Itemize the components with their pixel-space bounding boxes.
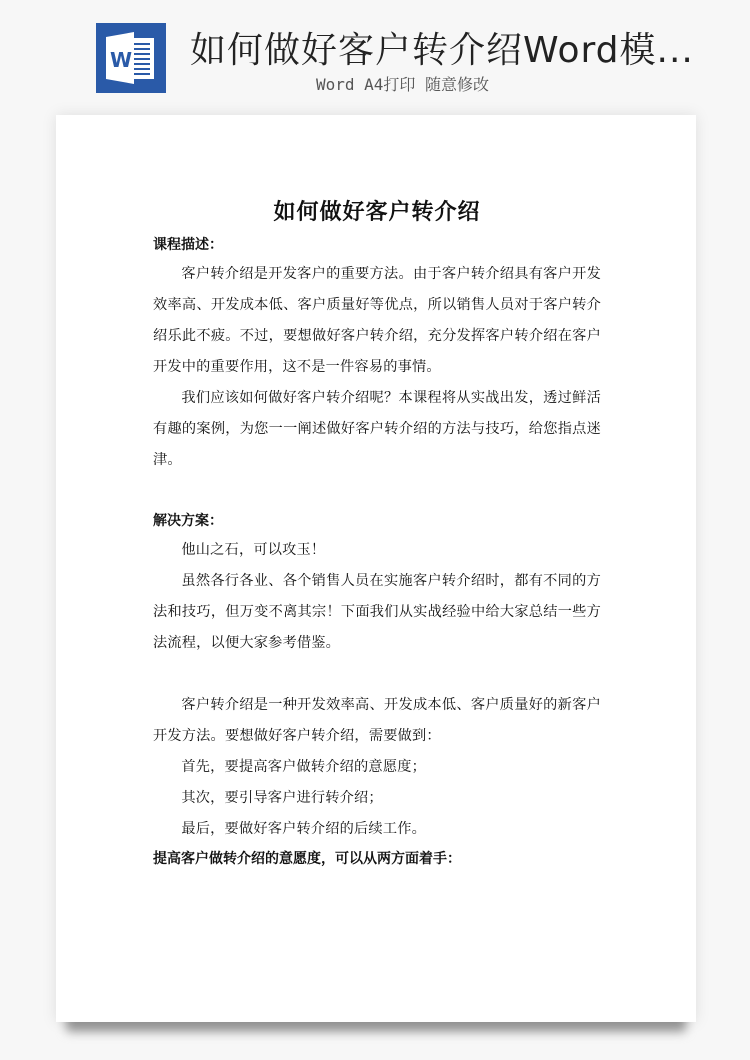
list-item-second: 其次，要引导客户进行转介绍； [181, 790, 383, 806]
template-subtitle: Word A4打印 随意修改 [315, 75, 490, 94]
paragraph: 虽然各行各业、各个销售人员在实施客户转介绍时，都有不同的方法和技巧，但万变不离其宗！下面我们从实战经验中给大家总结一些方法流程，以便大家参考借鉴。 [153, 573, 601, 651]
template-header [0, 0, 750, 110]
blank-line [153, 476, 601, 507]
template-title: 如何做好客户转介绍Word模... [190, 30, 694, 71]
section-heading-willingness: 提高客户做转介绍的意愿度，可以从两方面着手： [153, 851, 461, 867]
svg-text:W: W [110, 48, 133, 72]
section-heading-course-description: 课程描述： [153, 237, 223, 253]
section-heading-solution: 解决方案： [153, 513, 223, 529]
document-content [153, 193, 601, 873]
blank-line [153, 659, 601, 690]
paragraph: 客户转介绍是开发客户的重要方法。由于客户转介绍具有客户开发效率高、开发成本低、客户质量好等优点，所以销售人员对于客户转介绍乐此不疲。不过，要想做好客户转介绍，充分发挥客户转介绍在客户开发中的重要作用，这不是一件容易的事情。 [153, 266, 601, 375]
paragraph: 我们应该如何做好客户转介绍呢？本课程将从实战出发，透过鲜活有趣的案例，为您一一阐述做好客户转介绍的方法与技巧，给您指点迷津。 [153, 390, 601, 468]
document-title: 如何做好客户转介绍 [273, 199, 481, 225]
list-item-last: 最后，要做好客户转介绍的后续工作。 [181, 821, 426, 837]
document-page [56, 115, 696, 1022]
paragraph: 他山之石，可以攻玉！ [181, 542, 326, 558]
paragraph: 客户转介绍是一种开发效率高、开发成本低、客户质量好的新客户开发方法。要想做好客户转介绍，需要做到： [153, 697, 601, 744]
list-item-first: 首先，要提高客户做转介绍的意愿度； [181, 759, 426, 775]
